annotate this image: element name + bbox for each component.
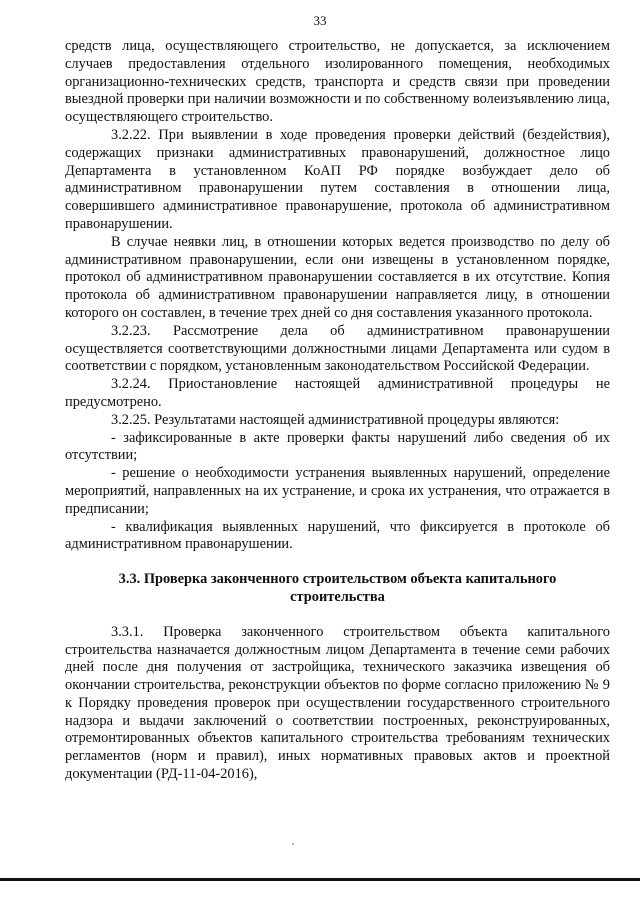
paragraph-continuation: средств лица, осуществляющего строительство, не допускается, за исключением случаев предоставления отдельного изолированного помещения, необходимых организационно-технических средств, транспорта и средств связи при проведении выездной проверки при наличии возможности и по собственному волеизъявлению лица, осуществляющего строительство. [65, 38, 610, 126]
page-number: 33 [313, 13, 327, 28]
paragraph-3-2-23: 3.2.23. Рассмотрение дела об административном правонарушении осуществляется соответствующими должностными лицами Департамента или судом в соответствии с порядком, установленным законодательством Российской Федерации. [65, 322, 610, 375]
section-heading: 3.3. Проверка законченного строительством объекта капитального строительства [118, 571, 557, 605]
paragraph-3-2-24: 3.2.24. Приостановление настоящей административной процедуры не предусмотрено. [65, 376, 610, 410]
list-item-violations-recorded: - зафиксированные в акте проверки факты нарушений либо сведения об их отсутствии; [65, 429, 610, 464]
list-item-qualification: - квалификация выявленных нарушений, что фиксируется в протоколе об административном правонарушении. [65, 518, 610, 553]
list-item-decision-elimination: - решение о необходимости устранения выявленных нарушений, определение мероприятий, направленных на их устранение, и срока их устранения, что отражается в предписании; [65, 465, 610, 517]
scan-speck [292, 843, 294, 845]
document-body [65, 38, 610, 784]
paragraph-3-3-1: 3.3.1. Проверка законченного строительством объекта капитального строительства назначается должностным лицом Департамента в течение семи рабочих дней после дня получения от застройщика, технического заказчика извещения об окончании строительства, реконструкции объектов по форме согласно приложению № 9 к Порядку проведения проверок при осуществлении государственного строительного надзора и выдачи заключений о соответствии построенных, реконструированных, отремонтированных объектов капитального строительства требованиям технических регламентов (норм и правил), иных нормативных правовых актов и проектной документации (РД-11-04-2016), [65, 623, 610, 783]
paragraph-3-2-22: 3.2.22. При выявлении в ходе проведения проверки действий (бездействия), содержащих признаки административных правонарушений, должностное лицо Департамента в установленном КоАП РФ порядке возбуждает дело об административном правонарушении путем составления в отношении лица, совершившего административное правонарушение, протокола об административном правонарушении. [65, 126, 610, 232]
paragraph-3-2-25: 3.2.25. Результатами настоящей административной процедуры являются: [111, 411, 560, 428]
footer-rule [0, 878, 640, 881]
paragraph-absence-of-persons: В случае неявки лиц, в отношении которых ведется производство по делу об административном правонарушении, если они извещены в установленном порядке, протокол об административном правонарушении составляется в их отсутствие. Копия протокола об административном правонарушении направляется лицу, в отношении которого он составлен, в течение трех дней со дня составления указанного протокола. [65, 233, 610, 321]
